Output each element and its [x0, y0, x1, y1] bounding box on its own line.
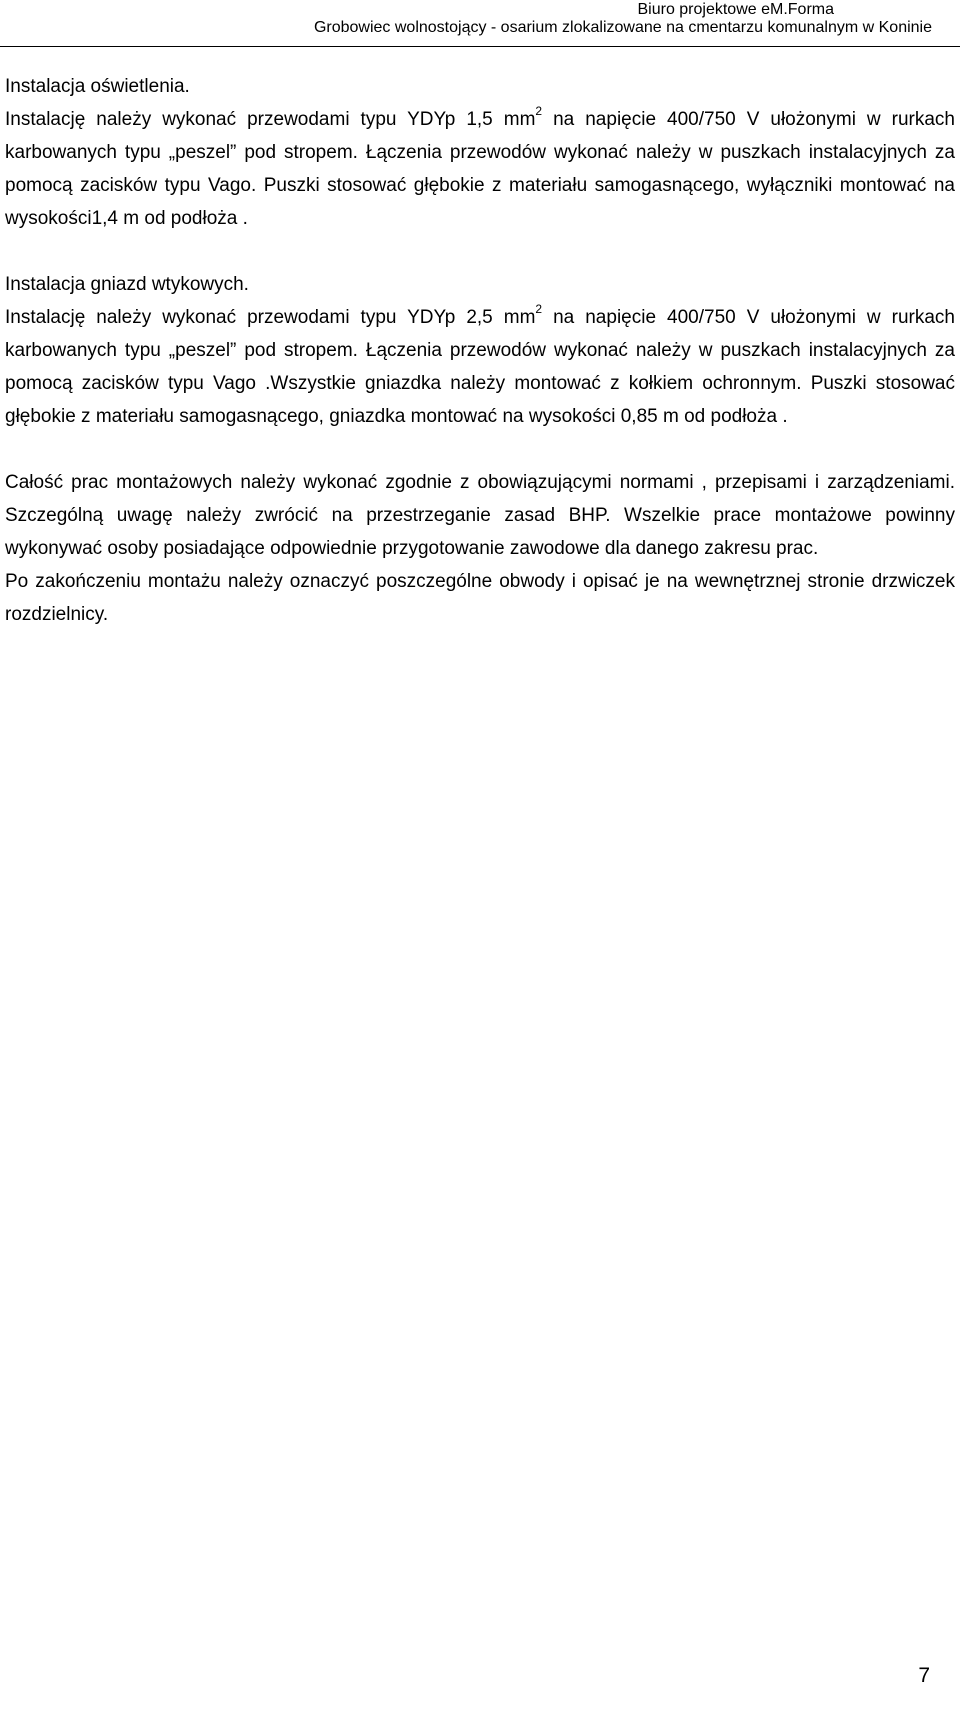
spacer [5, 235, 955, 268]
document-body [5, 70, 955, 631]
paragraph-sockets-text-b: na napięcie 400/750 V ułożonymi w rurkach karbowanych typu „peszel” pod stropem. Łączenia przewodów wykonać należy w puszkach instalacyjnych za pomocą zacisków typu Vago .Wszystkie gniazdka należy montować z kołkiem ochronnym. Puszki stosować głębokie z materiału samogasnącego, gniazdka montować na wysokości 0,85 m od podłoża . [5, 307, 955, 427]
paragraph-lighting [5, 103, 955, 235]
page-header [0, 0, 960, 47]
superscript-squared: 2 [535, 103, 543, 118]
header-company: Biuro projektowe eM.Forma [637, 1, 834, 18]
paragraph-general-requirements: Całość prac montażowych należy wykonać zgodnie z obowiązującymi normami , przepisami i zarządzeniami. Szczególną uwagę należy zwrócić na przestrzeganie zasad BHP. Wszelkie prace montażowe powinny wykonywać osoby posiadające odpowiednie przygotowanie zawodowe dla danego zakresu prac. [5, 472, 955, 559]
section-heading-sockets: Instalacja gniazd wtykowych. [5, 274, 249, 295]
paragraph-sockets-text-a: Instalację należy wykonać przewodami typu YDYp 2,5 mm [5, 307, 536, 328]
superscript-squared: 2 [535, 301, 543, 316]
header-project-title: Grobowiec wolnostojący - osarium zlokalizowane na cmentarzu komunalnym w Koninie [313, 19, 932, 36]
paragraph-lighting-text-b: na napięcie 400/750 V ułożonymi w rurkach karbowanych typu „peszel” pod stropem. Łączenia przewodów wykonać należy w puszkach instalacyjnych za pomocą zacisków typu Vago. Puszki stosować głębokie z materiału samogasnącego, wyłączniki montować na wysokości1,4 m od podłoża . [5, 109, 955, 229]
page-number: 7 [918, 1664, 930, 1687]
paragraph-sockets [5, 301, 955, 433]
section-heading-lighting: Instalacja oświetlenia. [5, 76, 190, 97]
spacer [5, 433, 955, 466]
paragraph-circuit-labeling: Po zakończeniu montażu należy oznaczyć poszczególne obwody i opisać je na wewnętrznej stronie drzwiczek rozdzielnicy. [5, 571, 955, 625]
paragraph-lighting-text-a: Instalację należy wykonać przewodami typu YDYp 1,5 mm [5, 109, 536, 130]
